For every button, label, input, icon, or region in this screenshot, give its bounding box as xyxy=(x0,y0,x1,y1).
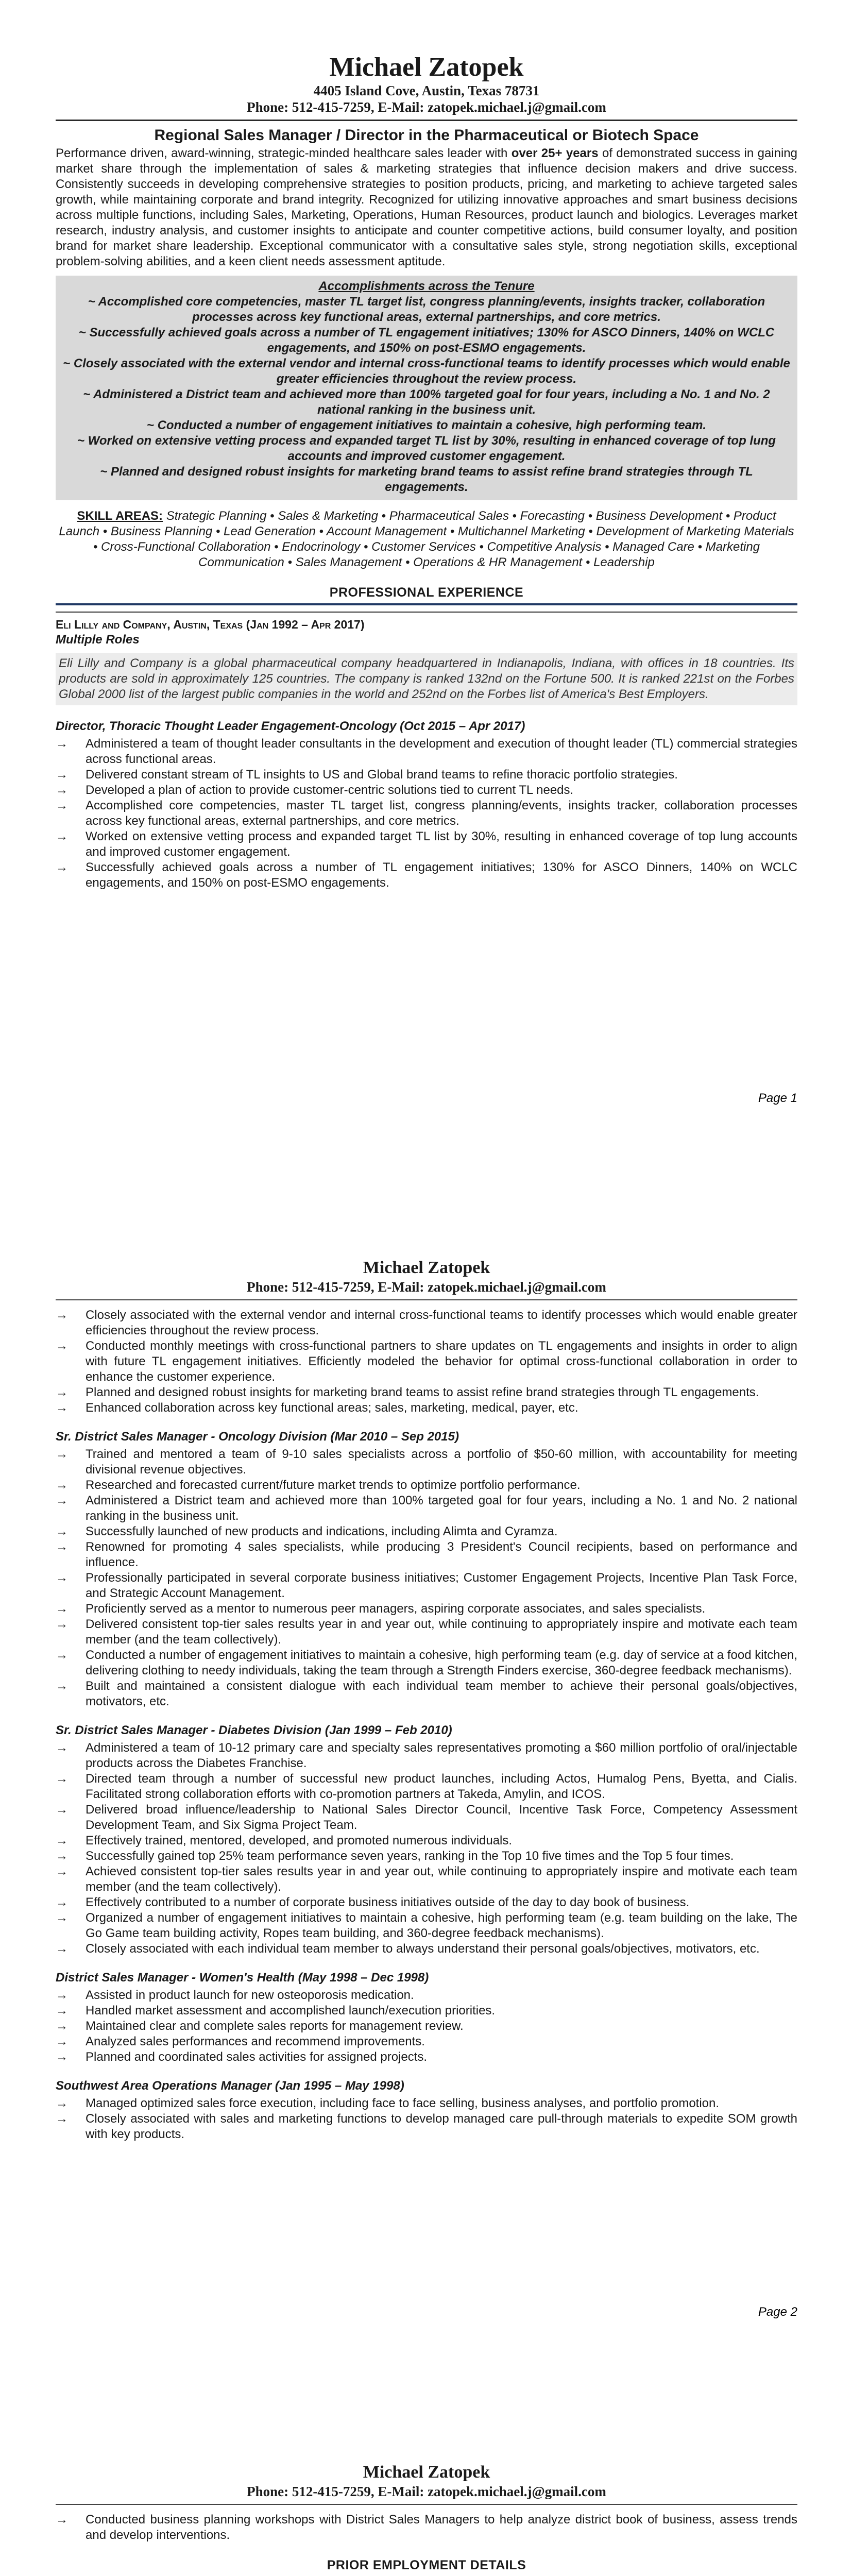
arrow-icon: → xyxy=(56,737,68,751)
list-item-text: Enhanced collaboration across key functional areas; sales, marketing, medical, payer, etc. xyxy=(86,1401,578,1415)
company-description: Eli Lilly and Company is a global pharmaceutical company headquartered in Indianapolis, Indiana, with offices in 18 countries. Its products are sold in approximately 125 countries. The company is ranked 132nd on the Fortune 500. It is ranked 221st on the Forbes Global 2000 list of the largest public companies in the world and 252nd on the Forbes list of America's Best Employers. xyxy=(56,653,797,705)
list-item xyxy=(56,1385,797,1400)
page-1-content xyxy=(56,53,797,891)
list-item-text: Handled market assessment and accomplished launch/execution priorities. xyxy=(86,2004,496,2018)
arrow-icon: → xyxy=(56,768,68,782)
list-item-text: Renowned for promoting 4 sales specialists, while producing 3 President's Council recipients, based on performance and influence. xyxy=(86,1540,797,1569)
arrow-icon: → xyxy=(56,1602,68,1616)
list-item xyxy=(56,1493,797,1524)
list-item-text: Developed a plan of action to provide customer-centric solutions tied to current TL needs. xyxy=(86,783,574,797)
list-item xyxy=(56,2512,797,2543)
list-item xyxy=(56,2049,797,2065)
arrow-icon: → xyxy=(56,1741,68,1755)
list-item xyxy=(56,767,797,783)
accomplishment-item: ~ Closely associated with the external vendor and internal cross-functional teams to identify processes which would enable greater efficiencies throughout the review process. xyxy=(63,357,790,386)
list-item-text: Trained and mentored a team of 9-10 sales specialists across a portfolio of $50-60 million, with accountability for meeting divisional revenue objectives. xyxy=(86,1447,797,1477)
list-item-text: Closely associated with the external vendor and internal cross-functional teams to identify processes which would enable greater efficiencies throughout the review process. xyxy=(86,1308,797,1337)
contact-line: Phone: 512-415-7259, E-Mail: zatopek.michael.j@gmail.com xyxy=(247,1279,606,1295)
arrow-icon: → xyxy=(56,1803,68,1817)
role-title: Sr. District Sales Manager - Diabetes Division (Jan 1999 – Feb 2010) xyxy=(56,1723,452,1737)
arrow-icon: → xyxy=(56,829,68,843)
list-item xyxy=(56,1802,797,1833)
section-divider xyxy=(56,603,797,605)
list-item-text: Analyzed sales performances and recommend improvements. xyxy=(86,2035,425,2048)
arrow-icon: → xyxy=(56,1648,68,1662)
arrow-icon: → xyxy=(56,1849,68,1863)
arrow-icon: → xyxy=(56,1911,68,1925)
arrow-icon: → xyxy=(56,2112,68,2126)
list-item xyxy=(56,2003,797,2019)
page-number: Page 2 xyxy=(758,2305,797,2319)
list-item xyxy=(56,1895,797,1910)
arrow-icon: → xyxy=(56,1895,68,1909)
page-3 xyxy=(0,2409,852,2576)
list-item-text: Conducted a number of engagement initiatives to maintain a cohesive, high performing team (e.g. day of service at a food kitchen, delivering clothing to needy individuals, taking the team through a Strength Finders exercise, 360-degree feedback mechanisms). xyxy=(86,1648,797,1677)
list-item-text: Planned and designed robust insights for marketing brand teams to assist refine brand strategies through TL engagements. xyxy=(86,1385,759,1399)
list-item-text: Successfully gained top 25% team performance seven years, ranking in the Top 10 five times and the Top 5 four times. xyxy=(86,1849,734,1863)
role-title: District Sales Manager - Women's Health (May 1998 – Dec 1998) xyxy=(56,1971,429,1985)
summary-text-end: of demonstrated success in gaining market share through the implementation of sales & marketing strategies that influence decision makers and drive success. Consistently succeeds in developing comprehensive strategies to position products, pricing, and marketing to achieve targeted sales growth, while maintaining corporate and brand integrity. Recognized for utilizing innovative approaches and smart business decisions across multiple functions, including Sales, Marketing, Operations, Human Resources, product launch and biologics. Leverages market research, industry analysis, and customer insights to anticipate and counter competitive actions, build consumer loyalty, and position brand for market share leadership. Exceptional communicator with a consultative sales style, strong negotiation skills, exceptional problem-solving abilities, and a keen client needs assessment aptitude. xyxy=(56,146,798,268)
candidate-name: Michael Zatopek xyxy=(363,1258,490,1277)
list-item xyxy=(56,783,797,798)
arrow-icon: → xyxy=(56,1865,68,1878)
list-item xyxy=(56,2034,797,2049)
contact-line: Phone: 512-415-7259, E-Mail: zatopek.michael.j@gmail.com xyxy=(247,2484,606,2499)
arrow-icon: → xyxy=(56,1385,68,1399)
list-item xyxy=(56,2111,797,2142)
list-item xyxy=(56,1601,797,1617)
accomplishments-box xyxy=(56,276,797,500)
arrow-icon: → xyxy=(56,1447,68,1461)
accomplishments-heading: Accomplishments across the Tenure xyxy=(318,279,535,293)
accomplishment-item: ~ Successfully achieved goals across a number of TL engagement initiatives; 130% for ASCO Dinners, 140% on WCLC engagements, and 150% on post-ESMO engagements. xyxy=(78,326,775,355)
list-item-text: Administered a team of thought leader consultants in the development and execution of thought leader (TL) commercial strategies across functional areas. xyxy=(86,737,797,766)
page-2-content xyxy=(56,1257,797,2142)
list-item-text: Organized a number of engagement initiatives to maintain a cohesive, high performing team (e.g. team building on the lake, The Go Game team building activity, Ropes team building, and 360-degree feedback mechanisms). xyxy=(86,1911,797,1940)
list-item-text: Conducted monthly meetings with cross-functional partners to share updates on TL engagements and insights in order to align with future TL engagement initiatives. Efficiently modeled the behavior for optimal cross-functional collaboration in order to enhance the customer experience. xyxy=(86,1339,797,1384)
list-item-text: Closely associated with sales and marketing functions to develop managed care pull-through materials to expedite SOM growth with key products. xyxy=(86,2112,797,2141)
list-item-text: Built and maintained a consistent dialogue with each individual team member to achieve their personal goals/objectives, motivators, etc. xyxy=(86,1679,797,1708)
arrow-icon: → xyxy=(56,1617,68,1631)
list-item-text: Achieved consistent top-tier sales results year in and year out, while continuing to appropriately inspire and motivate each team member (and the team collectively). xyxy=(86,1865,797,1894)
role-title: Sr. District Sales Manager - Oncology Division (Mar 2010 – Sep 2015) xyxy=(56,1430,459,1444)
role-bullets xyxy=(56,1988,797,2065)
accomplishment-item: ~ Planned and designed robust insights for marketing brand teams to assist refine brand strategies through TL engagements. xyxy=(100,465,753,494)
arrow-icon: → xyxy=(56,1540,68,1554)
list-item xyxy=(56,1617,797,1648)
list-item-text: Worked on extensive vetting process and expanded target TL list by 30%, resulting in enhanced coverage of top lung accounts and improved customer engagement. xyxy=(86,829,797,859)
page-1 xyxy=(0,0,852,1205)
multiple-roles-label: Multiple Roles xyxy=(56,633,140,647)
role-bullets xyxy=(56,1308,797,1416)
page-number: Page 1 xyxy=(758,1091,797,1105)
list-item xyxy=(56,2096,797,2111)
list-item xyxy=(56,1771,797,1802)
arrow-icon: → xyxy=(56,2035,68,2048)
arrow-icon: → xyxy=(56,2513,68,2527)
candidate-name: Michael Zatopek xyxy=(329,53,524,82)
company-name: Eli Lilly and Company, Austin, Texas (Jan 1992 – Apr 2017) xyxy=(56,618,365,631)
list-item xyxy=(56,860,797,891)
skill-areas xyxy=(56,509,797,570)
professional-summary xyxy=(56,146,797,269)
list-item xyxy=(56,1864,797,1895)
list-item-text: Assisted in product launch for new osteoporosis medication. xyxy=(86,1988,414,2002)
role-bullets xyxy=(56,736,797,891)
accomplishment-item: ~ Conducted a number of engagement initiatives to maintain a cohesive, high performing team. xyxy=(146,418,707,432)
skill-areas-label: SKILL AREAS: xyxy=(77,509,163,523)
list-item-text: Successfully launched of new products and indications, including Alimta and Cyramza. xyxy=(86,1524,558,1538)
list-item-text: Delivered consistent top-tier sales results year in and year out, while continuing to appropriately inspire and motivate each team member (and the team collectively). xyxy=(86,1617,797,1647)
role-title: Southwest Area Operations Manager (Jan 1995 – May 1998) xyxy=(56,2079,404,2093)
summary-years: over 25+ years xyxy=(511,146,599,160)
list-item xyxy=(56,798,797,829)
list-item xyxy=(56,1338,797,1385)
arrow-icon: → xyxy=(56,1942,68,1956)
list-item xyxy=(56,1849,797,1864)
list-item xyxy=(56,1570,797,1601)
list-item-text: Delivered constant stream of TL insights to US and Global brand teams to refine thoracic portfolio strategies. xyxy=(86,768,678,782)
page-2 xyxy=(0,1205,852,2409)
contact-line: Phone: 512-415-7259, E-Mail: zatopek.michael.j@gmail.com xyxy=(247,99,606,115)
candidate-name: Michael Zatopek xyxy=(363,2463,490,2482)
role-bullets xyxy=(56,1740,797,1957)
list-item-text: Delivered broad influence/leadership to National Sales Director Council, Incentive Task Force, Competency Assessment Development Team, and Six Sigma Project Team. xyxy=(86,1803,797,1832)
arrow-icon: → xyxy=(56,1308,68,1322)
list-item xyxy=(56,1679,797,1709)
list-item xyxy=(56,1941,797,1957)
arrow-icon: → xyxy=(56,783,68,797)
list-item-text: Accomplished core competencies, master TL target list, congress planning/events, insights tracker, collaboration processes across key functional areas, external partnerships, and core metrics. xyxy=(86,799,797,828)
header-divider xyxy=(56,120,797,121)
address: 4405 Island Cove, Austin, Texas 78731 xyxy=(313,83,540,98)
accomplishment-item: ~ Accomplished core competencies, master TL target list, congress planning/events, insights tracker, collaboration processes across key functional areas, external partnerships, and core metrics. xyxy=(88,295,765,324)
skill-areas-list: Strategic Planning • Sales & Marketing • Pharmaceutical Sales • Forecasting • Business Development • Product Launch • Business Planning • Lead Generation • Account Management • Multichannel Marketing • Development of Marketing Materials • Cross-Functional Collaboration • Endocrinology • Customer Services • Competitive Analysis • Managed Care • Marketing Communication • Sales Management • Operations & HR Management • Leadership xyxy=(59,509,794,569)
list-item-text: Professionally participated in several corporate business initiatives; Customer Engagement Projects, Incentive Plan Task Force, and Strategic Account Management. xyxy=(86,1571,797,1600)
list-item xyxy=(56,1400,797,1416)
objective-title: Regional Sales Manager / Director in the Pharmaceutical or Biotech Space xyxy=(154,127,699,144)
arrow-icon: → xyxy=(56,2004,68,2018)
list-item-text: Proficiently served as a mentor to numerous peer managers, aspiring corporate associates, and sales specialists. xyxy=(86,1602,706,1616)
role-bullets xyxy=(56,2512,797,2543)
arrow-icon: → xyxy=(56,1571,68,1585)
list-item-text: Conducted business planning workshops with District Sales Managers to help analyze district book of business, assess trends and develop interventions. xyxy=(86,2513,797,2542)
list-item-text: Effectively trained, mentored, developed, and promoted numerous individuals. xyxy=(86,1834,513,1848)
arrow-icon: → xyxy=(56,799,68,812)
list-item-text: Planned and coordinated sales activities for assigned projects. xyxy=(86,2050,428,2064)
list-item xyxy=(56,1910,797,1941)
list-item xyxy=(56,2019,797,2034)
list-item xyxy=(56,829,797,860)
arrow-icon: → xyxy=(56,2096,68,2110)
arrow-icon: → xyxy=(56,1834,68,1848)
list-item-text: Closely associated with each individual team member to always understand their personal goals/objectives, motivators, etc. xyxy=(86,1942,760,1956)
list-item xyxy=(56,1539,797,1570)
list-item xyxy=(56,1833,797,1849)
list-item xyxy=(56,1478,797,1493)
list-item xyxy=(56,1447,797,1478)
list-item-text: Successfully achieved goals across a number of TL engagement initiatives; 130% for ASCO Dinners, 140% on WCLC engagements, and 150% on post-ESMO engagements. xyxy=(86,860,797,890)
arrow-icon: → xyxy=(56,860,68,874)
arrow-icon: → xyxy=(56,2019,68,2033)
list-item xyxy=(56,1648,797,1679)
list-item-text: Administered a District team and achieved more than 100% targeted goal for four years, including a No. 1 and No. 2 national ranking in the business unit. xyxy=(86,1494,797,1523)
header-divider xyxy=(56,2504,797,2505)
list-item-text: Researched and forecasted current/future market trends to optimize portfolio performance. xyxy=(86,1478,581,1492)
company-block xyxy=(56,612,797,648)
list-item-text: Maintained clear and complete sales reports for management review. xyxy=(86,2019,464,2033)
accomplishment-item: ~ Administered a District team and achieved more than 100% targeted goal for four years, including a No. 1 and No. 2 national ranking in the business unit. xyxy=(83,387,770,417)
arrow-icon: → xyxy=(56,1494,68,1507)
arrow-icon: → xyxy=(56,1478,68,1492)
professional-experience-heading: PROFESSIONAL EXPERIENCE xyxy=(329,585,524,600)
list-item xyxy=(56,1988,797,2003)
arrow-icon: → xyxy=(56,1524,68,1538)
header-divider xyxy=(56,1299,797,1300)
summary-text-start: Performance driven, award-winning, strategic-minded healthcare sales leader with xyxy=(56,146,512,160)
list-item xyxy=(56,736,797,767)
list-item xyxy=(56,1524,797,1539)
list-item-text: Directed team through a number of successful new product launches, including Actos, Humalog Pens, Byetta, and Cialis. Facilitated strong collaboration efforts with co-promotion partners at Takeda, Amylin, and ICOS. xyxy=(86,1772,797,1801)
list-item-text: Managed optimized sales force execution, including face to face selling, business analyses, and portfolio promotion. xyxy=(86,2096,720,2110)
prior-employment-heading: PRIOR EMPLOYMENT DETAILS xyxy=(327,2558,526,2572)
accomplishment-item: ~ Worked on extensive vetting process and expanded target TL list by 30%, resulting in enhanced coverage of top lung accounts and improved customer engagement. xyxy=(77,434,776,463)
arrow-icon: → xyxy=(56,1679,68,1693)
list-item-text: Effectively contributed to a number of corporate business initiatives outside of the day to day book of business. xyxy=(86,1895,690,1909)
role-bullets xyxy=(56,1447,797,1709)
list-item xyxy=(56,1740,797,1771)
arrow-icon: → xyxy=(56,1988,68,2002)
arrow-icon: → xyxy=(56,1401,68,1415)
arrow-icon: → xyxy=(56,1339,68,1353)
role-title: Director, Thoracic Thought Leader Engagement-Oncology (Oct 2015 – Apr 2017) xyxy=(56,719,525,733)
list-item-text: Administered a team of 10-12 primary care and specialty sales representatives promoting a $60 million portfolio of oral/injectable products across the Diabetes Franchise. xyxy=(86,1741,797,1770)
role-bullets xyxy=(56,2096,797,2142)
page-3-content xyxy=(56,2462,797,2576)
arrow-icon: → xyxy=(56,2050,68,2064)
list-item xyxy=(56,1308,797,1338)
arrow-icon: → xyxy=(56,1772,68,1786)
